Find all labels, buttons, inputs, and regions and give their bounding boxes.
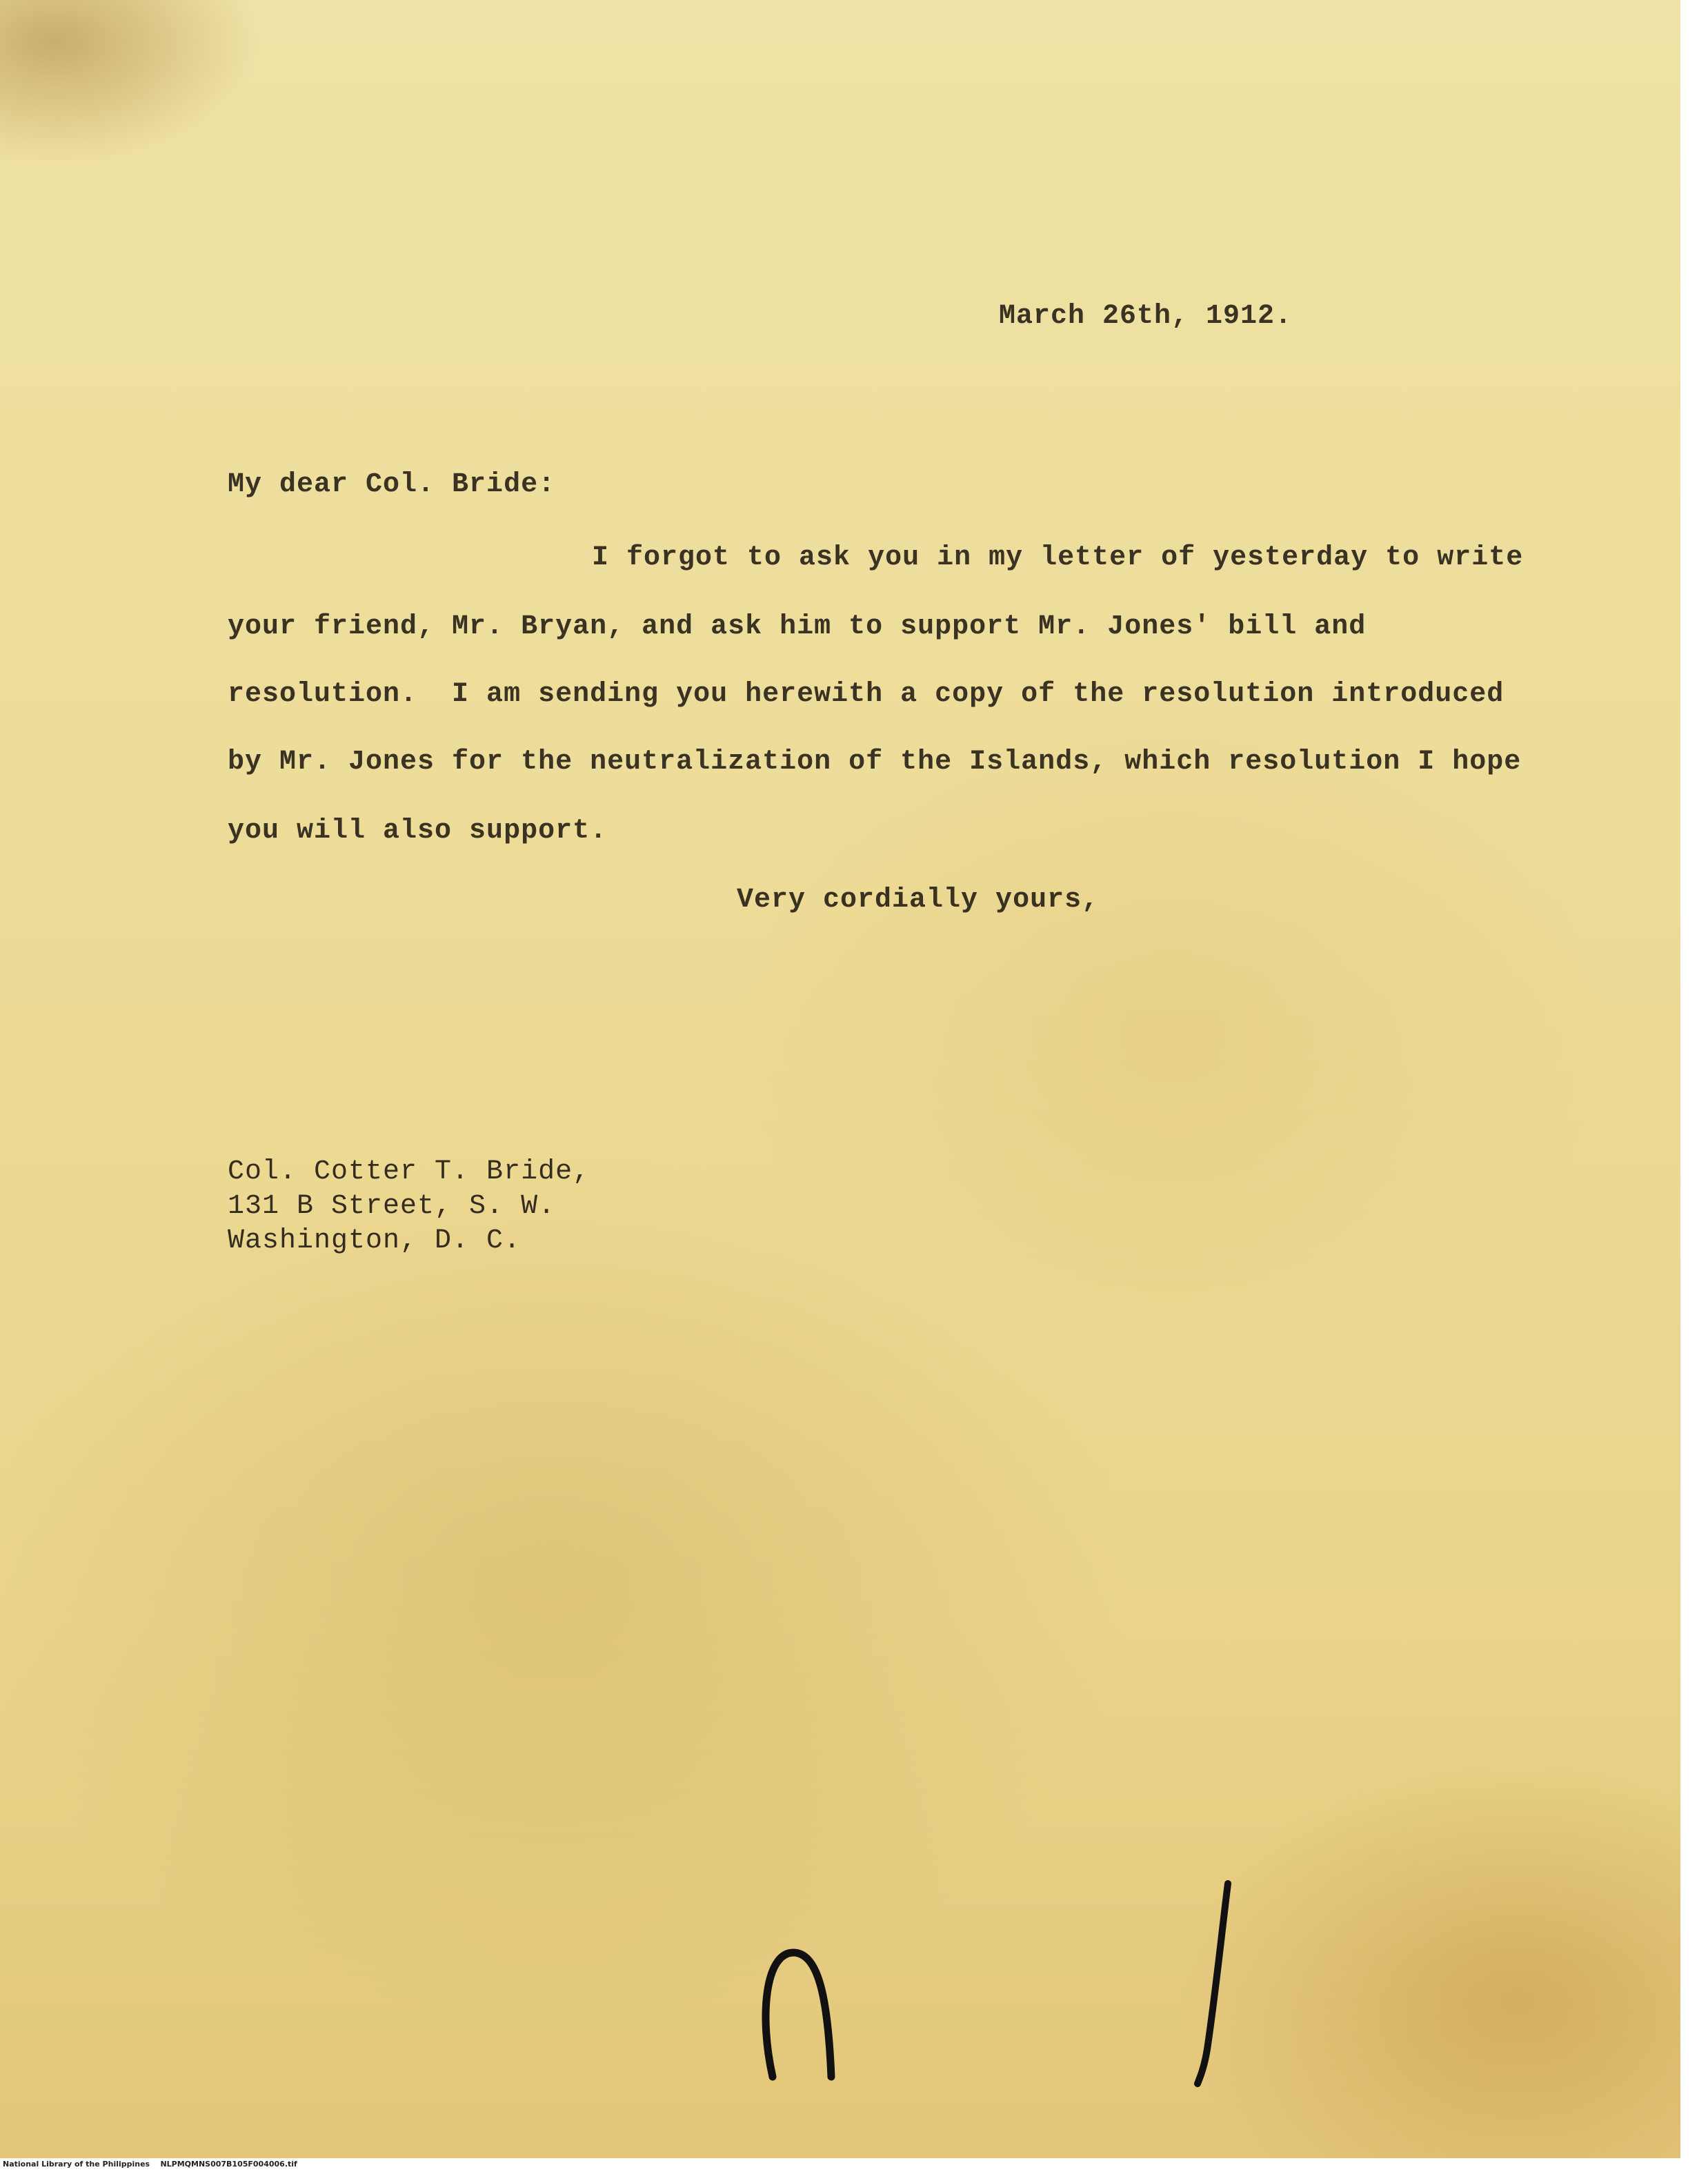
address-line-2: 131 B Street, S. W. bbox=[228, 1191, 556, 1222]
handwritten-initials-icon bbox=[752, 1877, 1249, 2097]
address-line-3: Washington, D. C. bbox=[228, 1225, 522, 1256]
body-line-4: by Mr. Jones for the neutralization of the Islands, which resolution I hope bbox=[228, 747, 1522, 778]
letter-salutation: My dear Col. Bride: bbox=[228, 469, 556, 500]
letter-date: March 26th, 1912. bbox=[999, 301, 1293, 332]
file-id: NLPMQMNS007B105F004006.tif bbox=[160, 2160, 297, 2169]
body-line-3: resolution. I am sending you herewith a copy of the resolution introduced bbox=[228, 679, 1505, 710]
body-line-2: your friend, Mr. Bryan, and ask him to support Mr. Jones' bill and bbox=[228, 611, 1367, 642]
scan-margin bbox=[1680, 0, 1708, 2172]
body-line-1: I forgot to ask you in my letter of yesterday to write bbox=[592, 542, 1524, 573]
address-line-1: Col. Cotter T. Bride, bbox=[228, 1156, 590, 1187]
letter-closing: Very cordially yours, bbox=[737, 885, 1100, 916]
archive-footer bbox=[3, 2160, 297, 2169]
body-line-5: you will also support. bbox=[228, 816, 608, 847]
archive-label: National Library of the Philippines bbox=[3, 2160, 150, 2169]
